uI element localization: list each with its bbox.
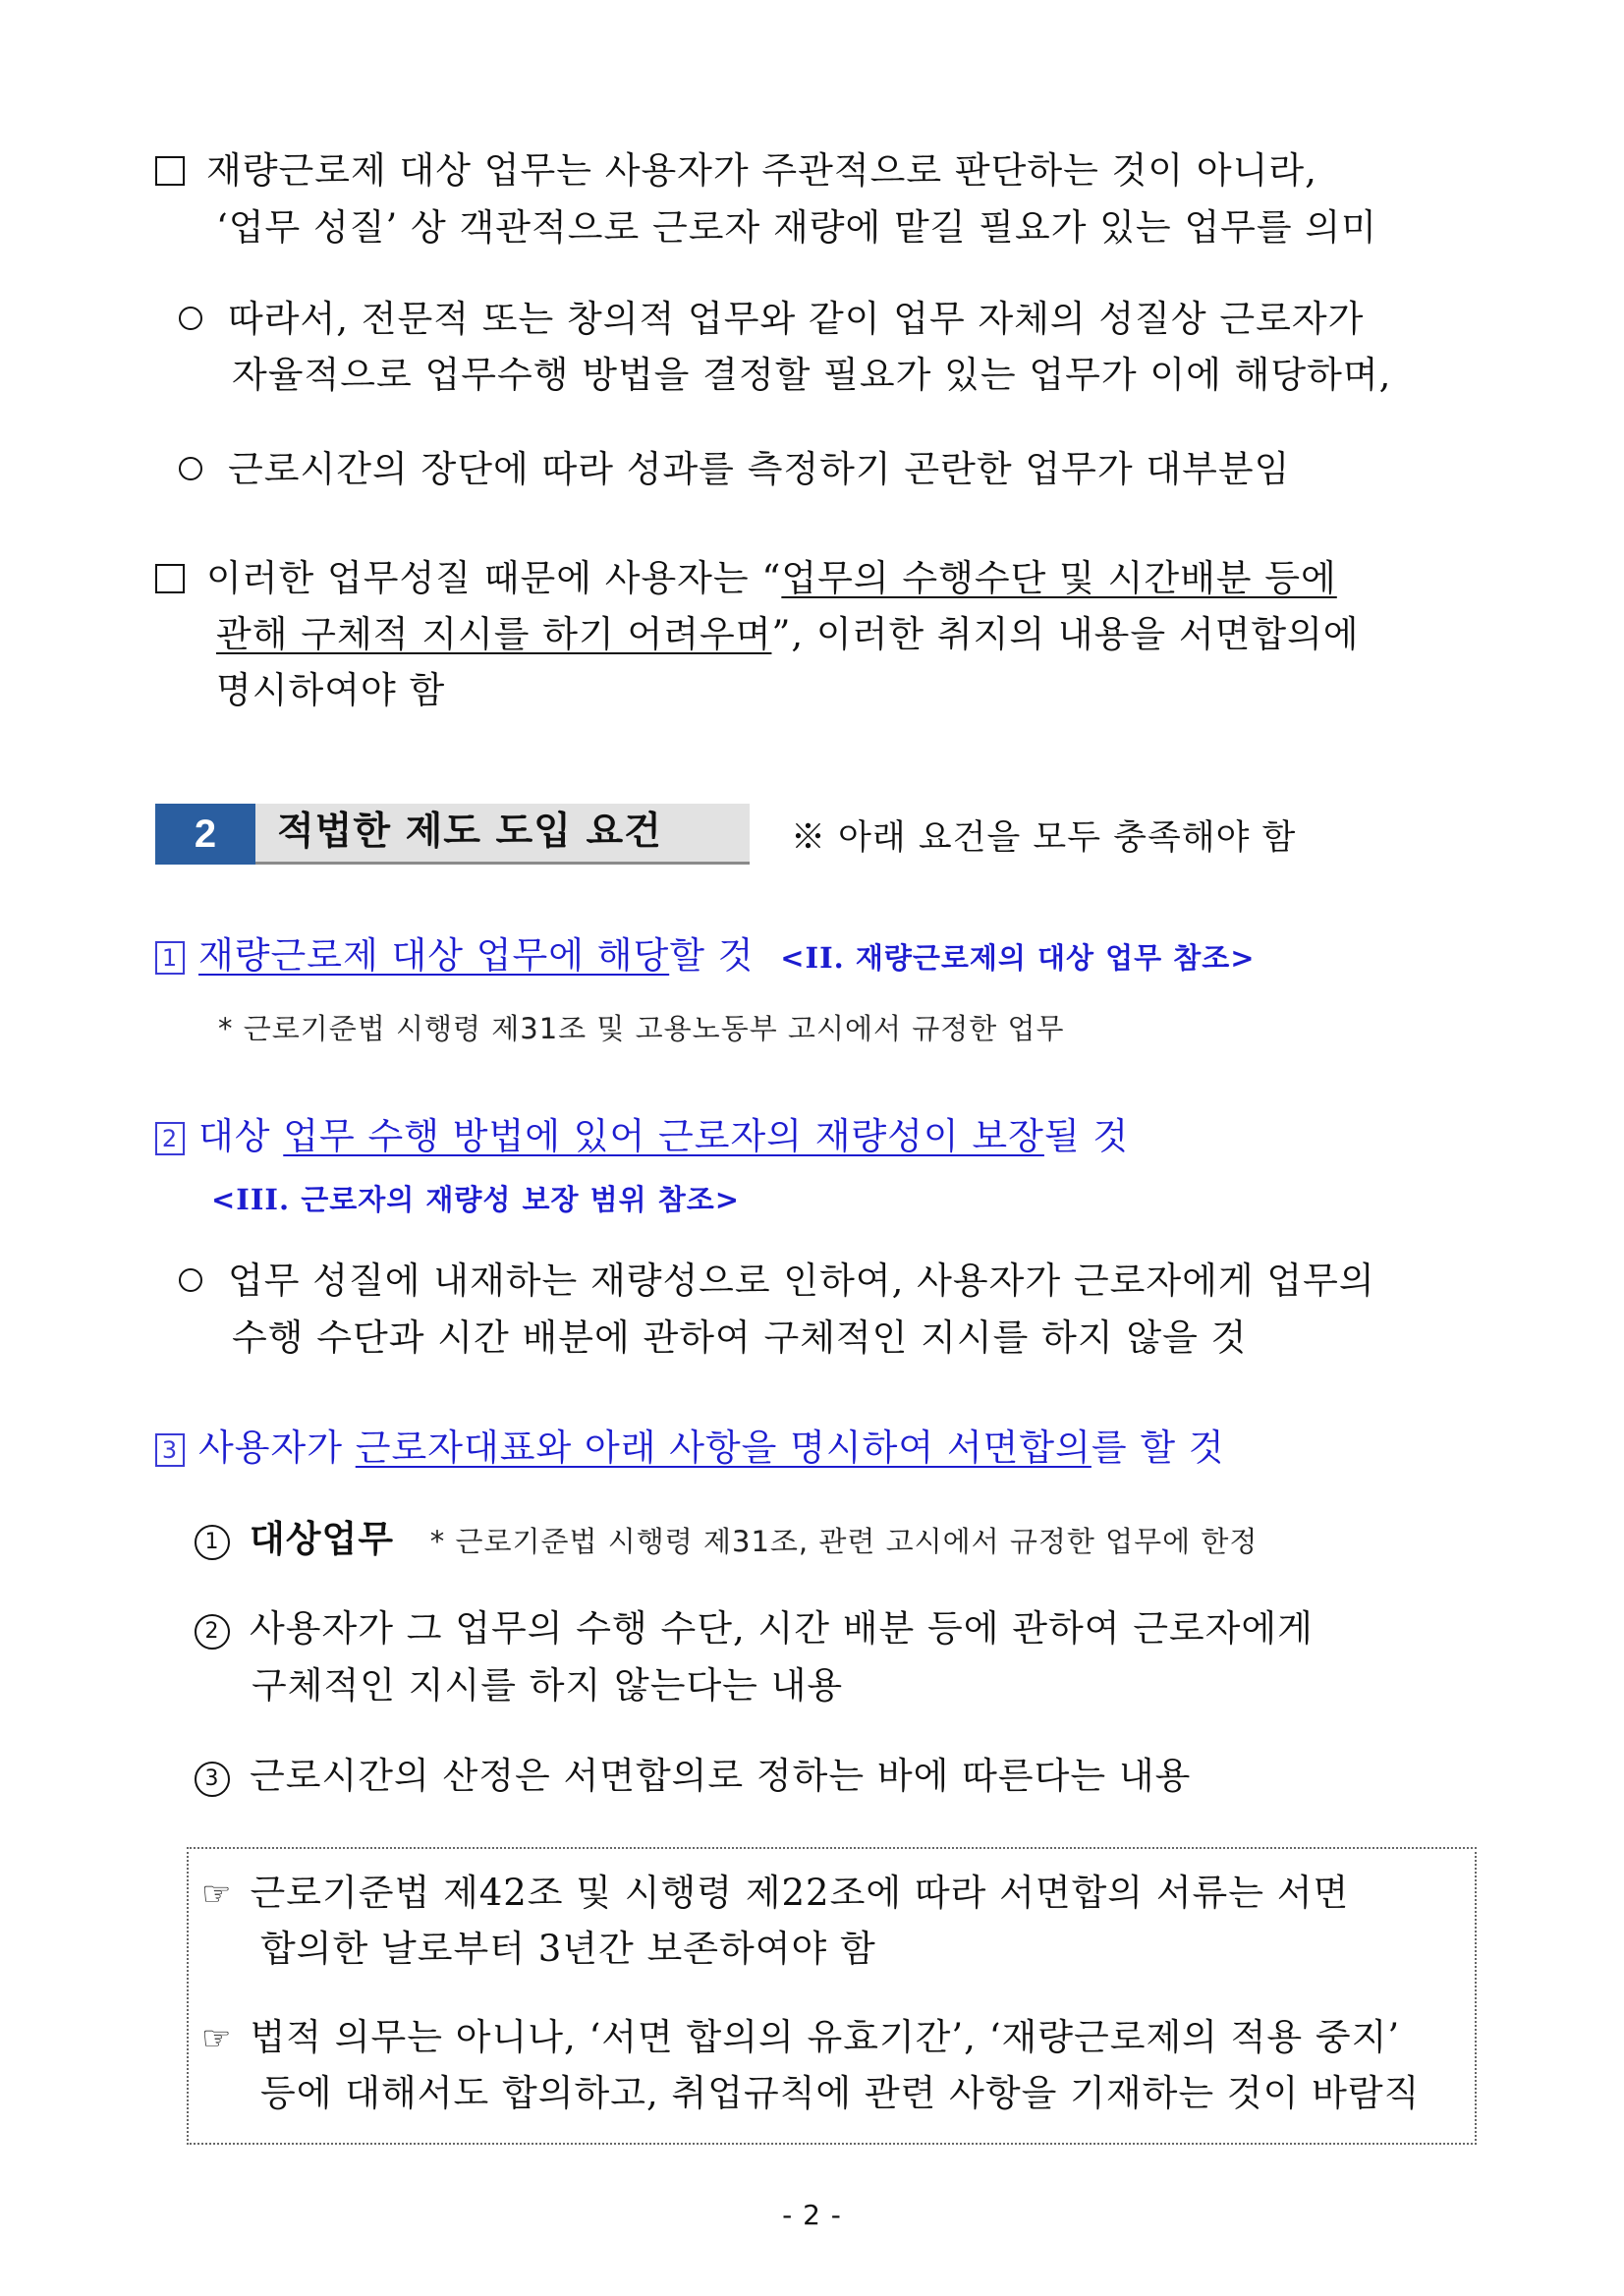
bullet-2-text: 근로시간의 장단에 따라 성과를 측정하기 곤란한 업무가 대부분임 [228,448,1291,490]
item-3-text: 근로시간의 산정은 서면합의로 정하는 바에 따른다는 내용 [250,1755,1192,1797]
paragraph-2-post: ”, 이러한 취지의 내용을 서면합의에 [771,613,1360,655]
requirement-3-item-2-line-2 [252,1664,843,1708]
requirement-1-rest: 할 것 [669,934,755,977]
bullet-circle-icon [179,457,202,480]
section-note-text: ※ 아래 요건을 모두 충족해야 함 [791,818,1297,858]
paragraph-1-text-1: 재량근로제 대상 업무는 사용자가 주관적으로 판단하는 것이 아니라, [206,149,1317,192]
paragraph-2-line-1 [155,557,1337,600]
requirement-2-bullet-text-2: 수행 수단과 시간 배분에 관하여 구체적인 지시를 하지 않을 것 [232,1316,1248,1359]
requirement-2-underline: 업무 수행 방법에 있어 근로자의 재량성이 보장 [283,1115,1044,1157]
paragraph-2-underline-1: 업무의 수행수단 및 시간배분 등에 [781,557,1337,599]
checkbox-square-icon [155,156,185,186]
page-number [0,2199,1624,2232]
requirement-3-item-2-line-1 [195,1607,1314,1651]
requirement-2-reference: <III. 근로자의 재량성 보장 범위 참조> [211,1183,741,1216]
requirement-1-underline: 재량근로제 대상 업무에 해당 [198,934,670,977]
requirement-1 [155,934,1256,978]
requirement-3-underline: 근로자대표와 아래 사항을 명시하여 서면합의 [355,1427,1092,1469]
note-box-item-2-line-1 [201,2016,1400,2059]
paragraph-2-line-3 [216,669,445,712]
requirement-2-reference-line [211,1176,740,1219]
paragraph-2-line-2 [216,613,1360,656]
section-title-box [255,804,750,865]
item-2-text-2: 구체적인 지시를 하지 않는다는 내용 [252,1664,844,1707]
requirement-1-footnote-text: * 근로기준법 시행령 제31조 및 고용노동부 고시에서 규정한 업무 [218,1012,1065,1045]
requirement-3-rest: 를 할 것 [1091,1427,1225,1469]
requirement-3 [155,1427,1225,1470]
bullet-1-text-1: 따라서, 전문적 또는 창의적 업무와 같이 업무 자체의 성질상 근로자가 [228,298,1365,340]
requirement-1-reference: <II. 재량근로제의 대상 업무 참조> [780,941,1256,975]
requirement-2-bullet-line-2 [232,1316,1247,1360]
section-number: 2 [194,812,217,856]
requirement-3-item-3 [195,1755,1191,1798]
requirement-3-lead: 사용자가 [198,1427,356,1469]
page-number-text: - 2 - [782,2199,842,2231]
checkbox-square-icon [155,564,185,593]
paragraph-1-text-2: ‘업무 성질’ 상 객관적으로 근로자 재량에 맡길 필요가 있는 업무를 의미 [216,206,1377,249]
bullet-2-line [179,448,1290,491]
requirement-3-number: 3 [155,1433,185,1467]
paragraph-1-line-1 [155,149,1317,193]
section-note [791,817,1296,859]
requirement-2-bullet-line-1 [179,1260,1375,1303]
circled-number-2: 2 [195,1614,230,1650]
section-title: 적법한 제도 도입 요건 [277,810,662,854]
paragraph-1-line-2 [216,206,1377,250]
circled-number-3: 3 [195,1762,230,1797]
item-1-note: * 근로기준법 시행령 제31조, 관련 고시에서 규정한 업무에 한정 [429,1525,1259,1558]
bullet-circle-icon [179,307,202,330]
note-box-item-1-line-2 [260,1928,876,1971]
bullet-1-text-2: 자율적으로 업무수행 방법을 결정할 필요가 있는 업무가 이에 해당하며, [232,354,1392,396]
circled-number-1: 1 [195,1525,230,1560]
item-1-label: 대상업무 [250,1518,394,1560]
note-box-item-2-line-2 [260,2072,1420,2115]
bullet-1-line-2 [232,354,1391,397]
note-2-text-1: 법적 의무는 아니나, ‘서면 합의의 유효기간’, ‘재량근로제의 적용 중지’ [250,2016,1401,2058]
paragraph-2-underline-2: 관해 구체적 지시를 하기 어려우며 [216,613,772,655]
requirement-2-number: 2 [155,1122,185,1155]
requirement-3-item-1 [195,1518,1258,1561]
note-box-item-1-line-1 [201,1872,1349,1915]
requirement-2-lead: 대상 [198,1115,284,1157]
note-1-text-1: 근로기준법 제42조 및 시행령 제22조에 따라 서면합의 서류는 서면 [250,1872,1350,1914]
requirement-1-number: 1 [155,941,185,975]
requirement-2 [155,1115,1129,1158]
bullet-circle-icon [179,1268,202,1292]
bullet-1-line-1 [179,298,1364,341]
requirement-2-bullet-text-1: 업무 성질에 내재하는 재량성으로 인하여, 사용자가 근로자에게 업무의 [228,1260,1375,1302]
pointing-hand-icon: ☞ [201,2019,233,2058]
requirement-1-footnote [218,1012,1065,1046]
note-1-text-2: 합의한 날로부터 3년간 보존하여야 함 [260,1928,876,1970]
pointing-hand-icon: ☞ [201,1875,233,1914]
item-2-text-1: 사용자가 그 업무의 수행 수단, 시간 배분 등에 관하여 근로자에게 [250,1607,1314,1650]
paragraph-2-pre: 이러한 업무성질 때문에 사용자는 “ [206,557,782,599]
paragraph-2-text-3: 명시하여야 함 [216,669,446,711]
requirement-2-rest: 될 것 [1043,1115,1130,1157]
note-2-text-2: 등에 대해서도 합의하고, 취업규칙에 관련 사항을 기재하는 것이 바람직 [260,2072,1421,2114]
section-number-badge [155,804,255,865]
